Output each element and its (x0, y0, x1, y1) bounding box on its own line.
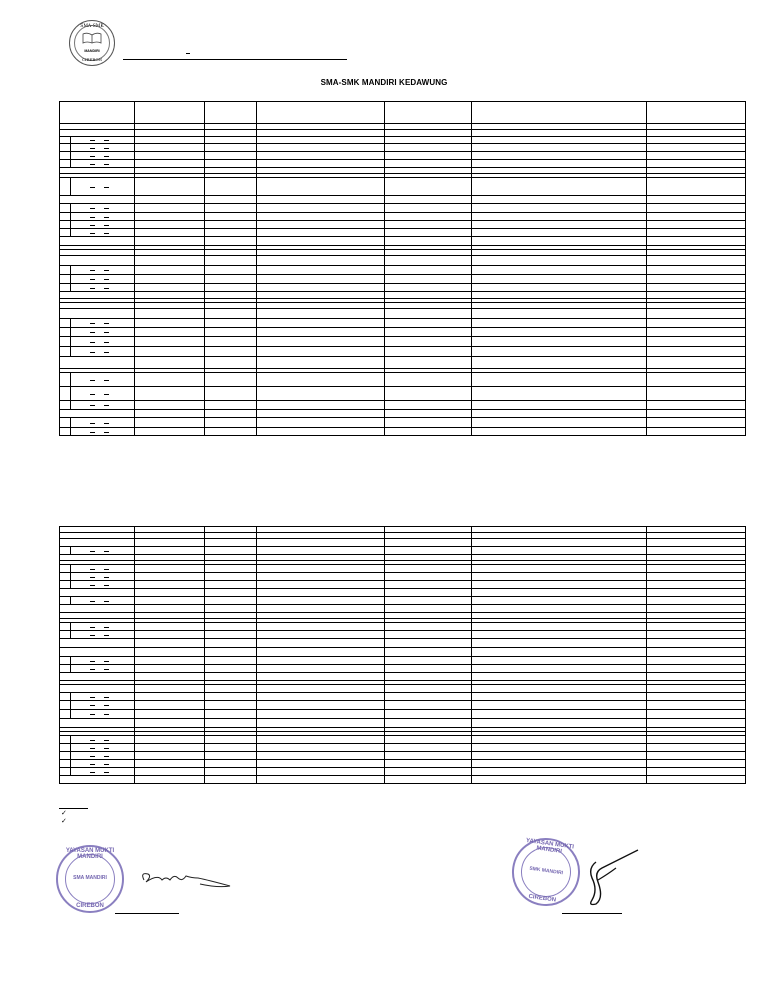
table-row (60, 401, 746, 410)
book-icon (82, 32, 102, 44)
school-logo (69, 20, 115, 66)
table-row (60, 657, 746, 665)
table-row (60, 221, 746, 229)
logo-top-text: SMA-SMK (80, 24, 104, 29)
table-row (60, 581, 746, 589)
table-row (60, 196, 746, 204)
table-row (60, 539, 746, 547)
check-mark-1: ✓ (61, 810, 67, 817)
table-row (60, 284, 746, 292)
footnote-rule (59, 808, 88, 809)
stamp-left-top-text: YAYASAN MUKTI MANDIRI (65, 848, 115, 860)
stamp-left-bottom-text: CIREBON (76, 903, 104, 909)
table-row (60, 639, 746, 648)
check-mark-2: ✓ (61, 818, 67, 825)
signature-left-line (115, 913, 179, 914)
table-row (60, 693, 746, 701)
schedule-table-2 (59, 526, 746, 784)
logo-middle-text: MANDIRI (84, 49, 100, 53)
table-row (60, 418, 746, 428)
table-row (60, 631, 746, 639)
stamp-right-middle-text: SMK MANDIRI (528, 865, 564, 877)
table-row (60, 319, 746, 328)
table-row (60, 768, 746, 776)
page-title: SMA-SMK MANDIRI KEDAWUNG (320, 78, 448, 87)
table-row (60, 373, 746, 387)
table-row (60, 137, 746, 144)
table-row (60, 347, 746, 357)
table-row (60, 428, 746, 436)
table-row (60, 410, 746, 418)
table-row (60, 776, 746, 784)
table-row (60, 204, 746, 213)
table-row (60, 710, 746, 719)
table-row (60, 152, 746, 160)
table-row (60, 744, 746, 752)
table-row (60, 565, 746, 573)
table-row (60, 130, 746, 137)
table-row (60, 685, 746, 693)
table-row (60, 589, 746, 597)
table-row (60, 623, 746, 631)
table-row (60, 547, 746, 555)
table-row (60, 736, 746, 744)
stamp-right-bottom-text: CIREBON (528, 893, 557, 904)
stamp-left (56, 845, 124, 913)
table-row (60, 597, 746, 605)
stamp-left-middle-text: SMA MANDIRI (73, 875, 107, 881)
header-dash (186, 53, 190, 54)
table-row (60, 719, 746, 728)
table-row (60, 213, 746, 221)
table-row (60, 229, 746, 237)
signature-right (578, 848, 642, 912)
table-row (60, 178, 746, 196)
footnote-checks (61, 810, 67, 826)
table-row (60, 605, 746, 613)
table-row (60, 102, 746, 124)
table-row (60, 237, 746, 246)
table-row (60, 752, 746, 760)
header-underline (123, 59, 347, 60)
table-row (60, 266, 746, 275)
table-row (60, 357, 746, 369)
stamp-right (508, 834, 585, 911)
table-row (60, 337, 746, 347)
table-row (60, 648, 746, 657)
table-row (60, 160, 746, 168)
table-row (60, 760, 746, 768)
table-row (60, 275, 746, 284)
stamp-right-top-text: YAYASAN MUKTI MANDIRI (525, 837, 575, 855)
table-row (60, 256, 746, 266)
table-row (60, 292, 746, 299)
table-row (60, 328, 746, 337)
table-row (60, 387, 746, 401)
table-row (60, 701, 746, 710)
signature-left (138, 862, 233, 892)
table-row (60, 673, 746, 681)
schedule-table-1 (59, 101, 746, 436)
signature-right-line (562, 913, 622, 914)
table-row (60, 665, 746, 673)
table-row (60, 573, 746, 581)
logo-bottom-text: CIREBON (81, 57, 103, 62)
table-row (60, 144, 746, 152)
table-row (60, 309, 746, 319)
